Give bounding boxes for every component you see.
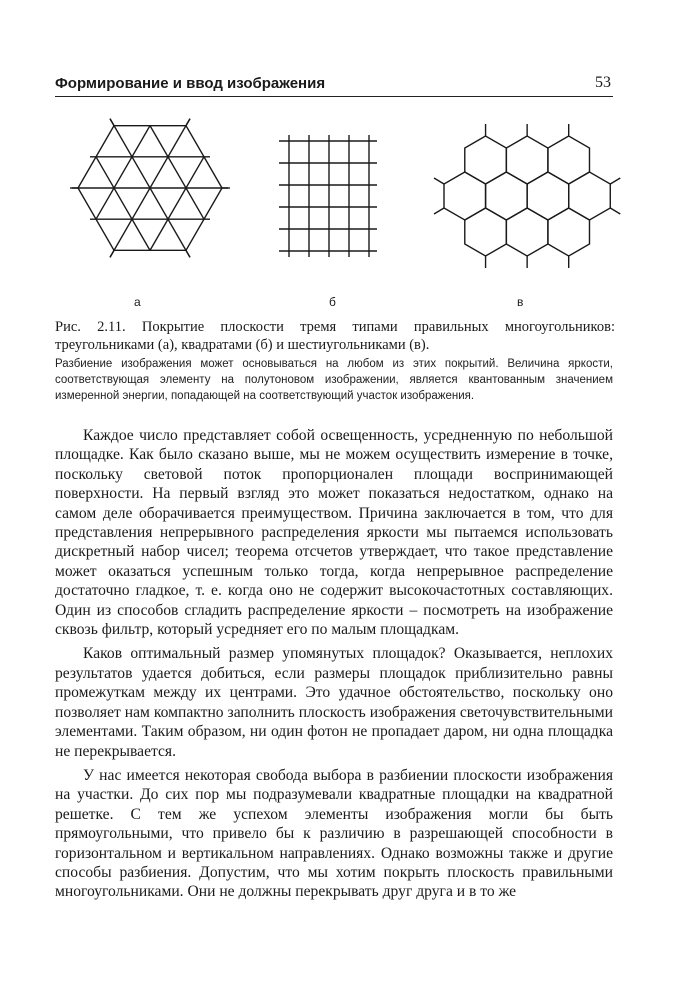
body-text	[55, 426, 613, 902]
grid-line	[150, 126, 204, 220]
panel-label-a: а	[134, 295, 141, 309]
boundary-stub	[434, 208, 444, 214]
boundary-stub	[610, 208, 620, 214]
square-tiling-diagram	[277, 133, 377, 258]
hexagon-cell	[465, 136, 507, 184]
hexagon-cell	[486, 172, 528, 220]
hexagon-cell	[548, 208, 590, 256]
paragraph: Каков оптимальный размер упомянутых площадок? Оказывается, неплохих результатов удается добиться, если размеры площадок приблизительно равны промежуткам между их центрами. Это удачное обстоятельство, поскольку оно позволяет нам компактно заполнить плоскость изображения светочувствительными элементами. Таким образом, ни один фотон не пропадает даром, ни одна площадка не перекрывается.	[55, 645, 613, 760]
running-header-title: Формирование и ввод изображения	[55, 75, 326, 92]
paragraph: У нас имеется некоторая свобода выбора в разбиении плоскости изображения на участки. До сих пор мы подразумевали квадратные площадки на квадратной решетке. С тем же успехом элементы изображения могли бы быть прямоугольными, что привело бы к различию в разрешающей способности в горизонтальном и вертикальном направлениях. Однако возможны также и другие способы разбиения. Допустим, что мы хотим покрыть плоскость правильными многоугольниками. Они не должны перекрывать друг друга и в то же	[55, 766, 613, 901]
hexagon-cell	[527, 172, 569, 220]
triangle-tiling-diagram	[70, 110, 230, 270]
boundary-stub	[610, 178, 620, 184]
vertex-spur	[110, 119, 114, 126]
figure-2-11	[55, 100, 613, 315]
hexagon-cell	[569, 172, 611, 220]
vertex-spur	[110, 250, 114, 257]
paragraph: Каждое число представляет собой освещенность, усредненную по небольшой площадке. Как было сказано выше, мы не можем осуществить измерение в точке, поскольку световой поток пропорционален площади воспринимающей поверхности. На первый взгляд это может показаться недостатком, однако на самом деле оборачивается преимуществом. Причина заключается в том, что для представления непрерывного распределения яркости мы пытаемся использовать дискретный набор чисел; теорема отсчетов утверждает, что такое представление может оказаться успешным только тогда, когда непрерывное распределение достаточно гладкое, т. е. когда оно не содержит высокочастотных составляющих. Один из способов сгладить распределение яркости – посмотреть на изображение сквозь фильтр, который усредняет его по малым площадкам.	[55, 427, 613, 639]
grid-line	[150, 157, 204, 251]
vertex-spur	[186, 119, 190, 126]
hexagon-tiling-diagram	[440, 130, 610, 285]
vertex-spur	[186, 250, 190, 257]
grid-line	[96, 126, 150, 220]
hexagon-cell	[444, 172, 486, 220]
figure-note: Разбиение изображения может основываться на любом из этих покрытий. Величина яркости, соответствующая элементу на полутоновом изображении, является квантованным значением измеренной энергии, попадающей на соответствующий участок изображения.	[55, 358, 613, 402]
boundary-stub	[434, 178, 444, 184]
hexagon-cell	[548, 136, 590, 184]
running-header	[55, 70, 613, 97]
panel-label-b: б	[329, 295, 336, 309]
hexagon-cell	[506, 136, 548, 184]
hexagon-cell	[506, 208, 548, 256]
panel-label-c: в	[517, 295, 524, 309]
page-number: 53	[595, 74, 611, 91]
hexagon-cell	[465, 208, 507, 256]
figure-caption: Рис. 2.11. Покрытие плоскости тремя типами правильных многоугольников: треугольниками (а), квадратами (б) и шестиугольниками (в).	[55, 319, 615, 353]
grid-line	[96, 157, 150, 251]
